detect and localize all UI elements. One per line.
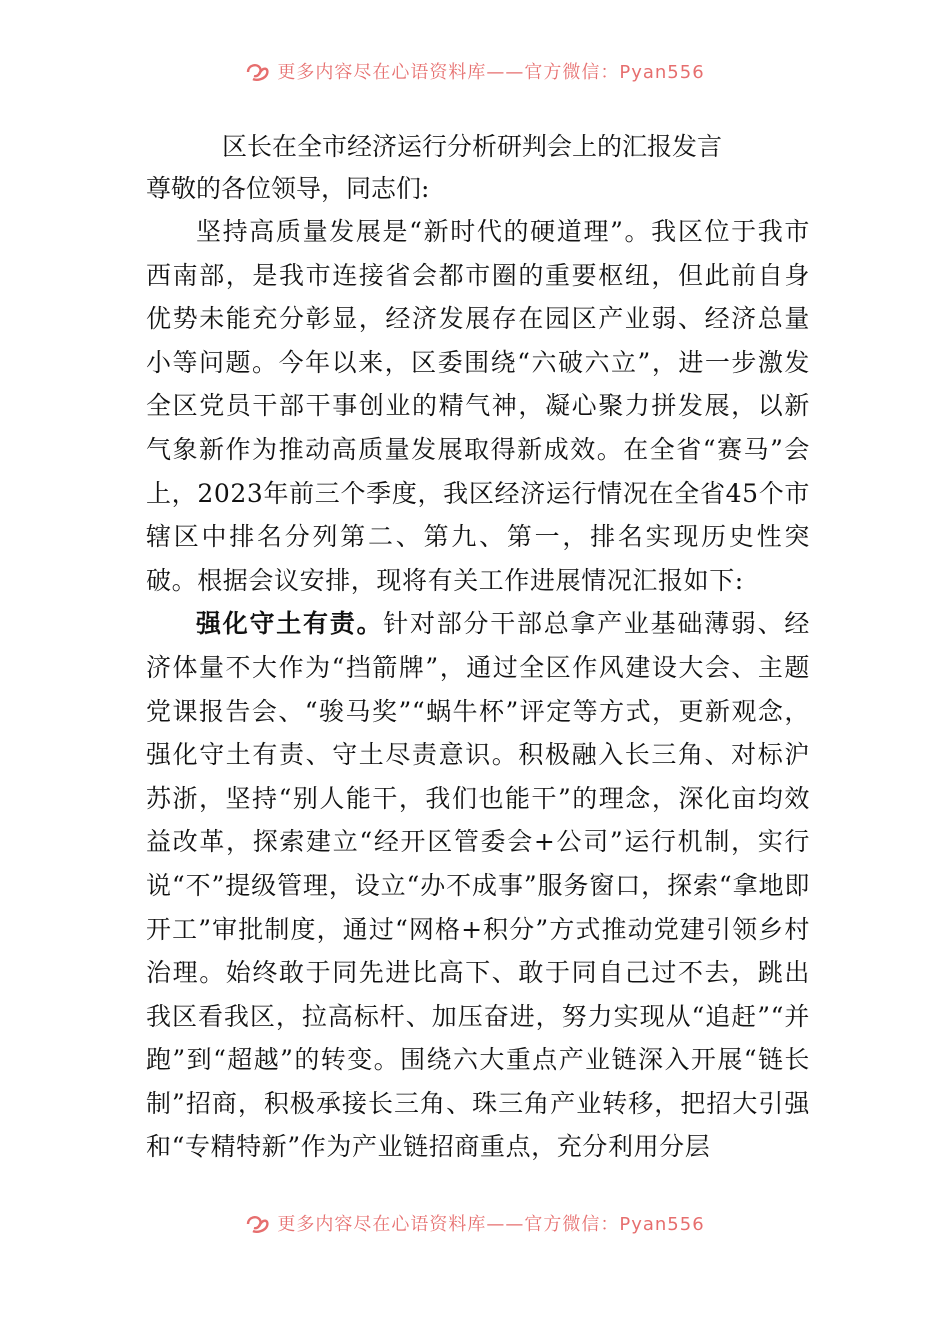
watermark-text: 更多内容尽在心语资料库——官方微信：Pyan556 bbox=[277, 1214, 705, 1235]
paragraph-lead: 强化守土有责。 bbox=[196, 609, 384, 639]
paragraph-text: 坚持高质量发展是“新时代的硬道理”。我区位于我市西南部，是我市连接省会都市圈的重要枢纽，但此前自身优势未能充分彰显，经济发展存在园区产业弱、经济总量小等问题。今年以来，区委围绕“六破六立”，进一步激发全区党员干部干事创业的精气神，凝心聚力拼发展，以新气象新作为推动高质量发展取得新成效。在全省“赛马”会上，2023年前三个季度，我区经济运行情况在全省45个市辖区中排名分列第二、第九、第一，排名实现历史性突破。根据会议安排，现将有关工作进展情况汇报如下: bbox=[146, 217, 810, 595]
paragraph-section-1 bbox=[146, 602, 810, 1169]
watermark-logo-icon bbox=[245, 60, 271, 82]
greeting: 尊敬的各位领导，同志们: bbox=[146, 174, 430, 203]
paragraph-text: 针对部分干部总拿产业基础薄弱、经济体量不大作为“挡箭牌”，通过全区作风建设大会、主题党课报告会、“骏马奖”“蜗牛杯”评定等方式，更新观念，强化守土有责、守土尽责意识。积极融入长三角、对标沪苏浙，坚持“别人能干，我们也能干”的理念，深化亩均效益改革，探索建立“经开区管委会+公司”运行机制，实行说“不”提级管理，设立“办不成事”服务窗口，探索“拿地即开工”审批制度，通过“网格+积分”方式推动党建引领乡村治理。始终敢于同先进比高下、敢于同自己过不去，跳出我区看我区，拉高标杆、加压奋进，努力实现从“追赶”“并跑”到“超越”的转变。围绕六大重点产业链深入开展“链长制”招商，积极承接长三角、珠三角产业转移，把招大引强和“专精特新”作为产业链招商重点，充分利用分层 bbox=[146, 609, 810, 1162]
paragraph-intro bbox=[146, 210, 810, 602]
document-title: 区长在全市经济运行分析研判会上的汇报发言 bbox=[222, 132, 723, 161]
document-body bbox=[146, 126, 810, 1169]
watermark-footer bbox=[0, 1208, 950, 1238]
watermark-header bbox=[0, 56, 950, 86]
watermark-text: 更多内容尽在心语资料库——官方微信：Pyan556 bbox=[277, 62, 705, 83]
watermark-logo-icon bbox=[245, 1212, 271, 1234]
